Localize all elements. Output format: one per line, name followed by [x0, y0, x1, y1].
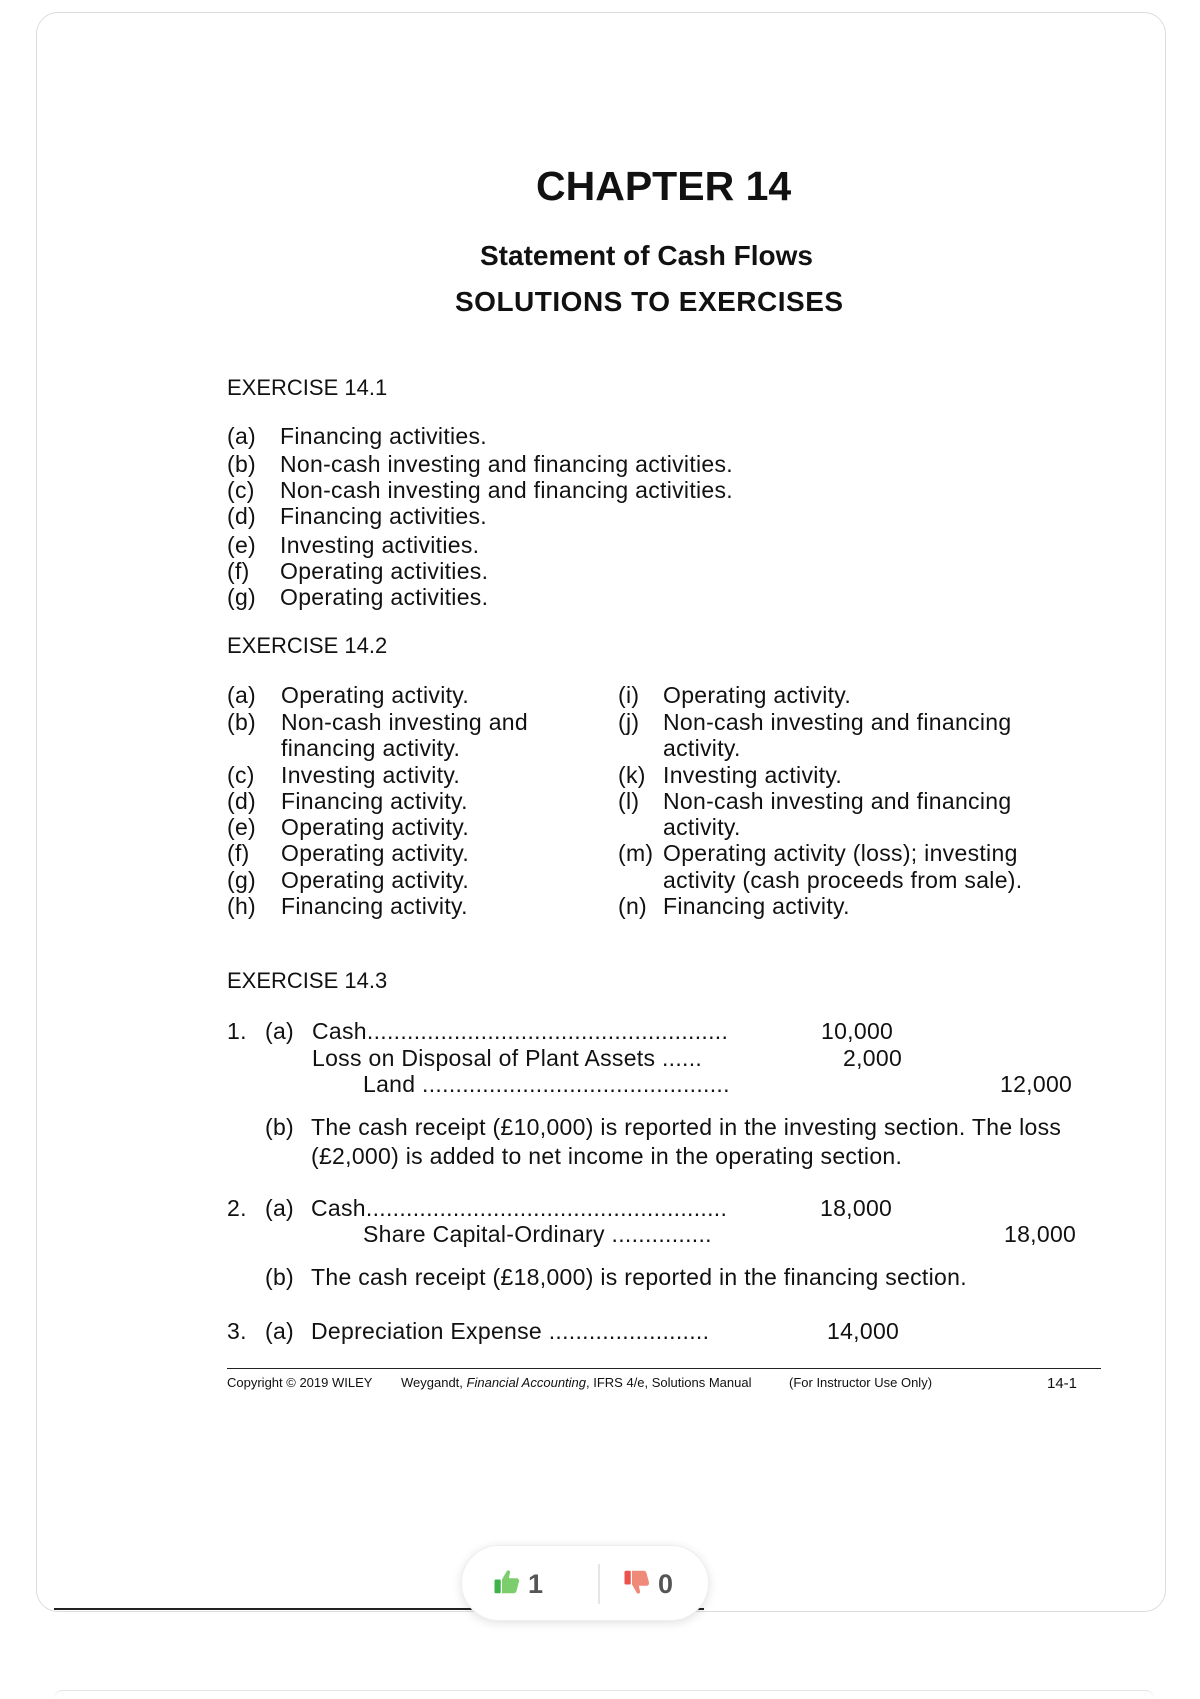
footer-citation: [401, 1375, 752, 1390]
list-item-label: (k): [618, 762, 646, 788]
list-item-text: Operating activity.: [281, 867, 470, 893]
account-name: Cash......................................................: [311, 1195, 728, 1221]
list-item-label: (j): [618, 709, 640, 735]
footer-divider: [227, 1368, 1101, 1369]
list-item-text: activity.: [663, 814, 741, 840]
list-item-label: (g): [227, 867, 257, 893]
problem-number: 1.: [227, 1018, 247, 1044]
list-item-label: (g): [227, 584, 257, 610]
list-item-label: (b): [227, 709, 257, 735]
list-item-label: (f): [227, 558, 250, 584]
list-item-text: Investing activities.: [280, 532, 480, 558]
thumbs-up-icon: [492, 1567, 522, 1602]
list-item-text: Non-cash investing and financing activities.: [280, 451, 733, 477]
credit-amount: 12,000: [1000, 1071, 1073, 1097]
list-item-text: activity.: [663, 735, 741, 761]
downvote-button[interactable]: [622, 1546, 673, 1622]
vote-divider: [598, 1564, 600, 1604]
list-item-text: Non-cash investing and financing activities.: [280, 477, 733, 503]
list-item-label: (h): [227, 893, 257, 919]
part-label: (a): [265, 1318, 295, 1344]
thumbs-down-icon: [622, 1567, 652, 1602]
list-item-text: Non-cash investing and: [281, 709, 528, 735]
part-label: (b): [265, 1114, 295, 1140]
list-item-label: (c): [227, 762, 255, 788]
list-item-text: Operating activity.: [281, 840, 470, 866]
list-item-text: Non-cash investing and financing: [663, 788, 1012, 814]
account-name: Loss on Disposal of Plant Assets ......: [312, 1045, 703, 1071]
chapter-subtitle: Statement of Cash Flows: [480, 240, 813, 271]
part-label: (a): [265, 1195, 295, 1221]
list-item-text: Operating activity.: [281, 682, 470, 708]
list-item-text: Financing activity.: [663, 893, 850, 919]
footer-usage-note: (For Instructor Use Only): [789, 1375, 933, 1390]
list-item-label: (l): [618, 788, 640, 814]
list-item-text: Financing activities.: [280, 503, 487, 529]
list-item-text: Investing activity.: [281, 762, 461, 788]
list-item-text: Financing activity.: [281, 893, 468, 919]
list-item-text: Operating activity (loss); investing: [663, 840, 1018, 866]
explanation-line: The cash receipt (£18,000) is reported in the financing section.: [311, 1264, 967, 1290]
footer-copyright: Copyright © 2019 WILEY: [227, 1375, 373, 1390]
debit-amount: 2,000: [843, 1045, 903, 1071]
account-name: Cash......................................................: [312, 1018, 729, 1044]
upvote-button[interactable]: [492, 1546, 543, 1622]
list-item-label: (e): [227, 532, 257, 558]
list-item-text: Non-cash investing and financing: [663, 709, 1012, 735]
chapter-title: CHAPTER 14: [536, 163, 792, 209]
account-name: Share Capital-Ordinary ...............: [363, 1221, 712, 1247]
list-item-text: Operating activity.: [663, 682, 852, 708]
explanation-line: The cash receipt (£10,000) is reported in the investing section. The loss: [311, 1114, 1062, 1140]
footer-edition: , IFRS 4/e, Solutions Manual: [586, 1375, 752, 1390]
account-name: Land ..............................................: [363, 1071, 730, 1097]
footer-book-title: Financial Accounting: [466, 1375, 587, 1390]
problem-number: 3.: [227, 1318, 247, 1344]
list-item-label: (e): [227, 814, 257, 840]
list-item-label: (b): [227, 451, 257, 477]
list-item-label: (n): [618, 893, 648, 919]
vote-pill: [461, 1545, 709, 1621]
list-item-text: Operating activities.: [280, 584, 489, 610]
downvote-count: 0: [658, 1568, 674, 1599]
list-item-label: (m): [618, 840, 654, 866]
list-item-text: Operating activities.: [280, 558, 489, 584]
debit-amount: 10,000: [821, 1018, 894, 1044]
section-heading: SOLUTIONS TO EXERCISES: [455, 286, 844, 317]
account-name: Depreciation Expense ........................: [311, 1318, 710, 1344]
exercise-14-2-heading: EXERCISE 14.2: [227, 633, 388, 658]
list-item-label: (d): [227, 788, 257, 814]
debit-amount: 14,000: [827, 1318, 900, 1344]
credit-amount: 18,000: [1004, 1221, 1077, 1247]
debit-amount: 18,000: [820, 1195, 893, 1221]
list-item-text: Operating activity.: [281, 814, 470, 840]
list-item-label: (i): [618, 682, 640, 708]
explanation-line: (£2,000) is added to net income in the operating section.: [311, 1143, 903, 1169]
list-item-label: (d): [227, 503, 257, 529]
list-item-text: Financing activities.: [280, 423, 487, 449]
list-item-label: (a): [227, 423, 257, 449]
page-number: 14-1: [1047, 1375, 1078, 1392]
part-label: (b): [265, 1264, 295, 1290]
upvote-count: 1: [528, 1568, 544, 1599]
part-label: (a): [265, 1018, 295, 1044]
exercise-14-3-heading: EXERCISE 14.3: [227, 968, 388, 993]
list-item-label: (f): [227, 840, 250, 866]
list-item-text: Investing activity.: [663, 762, 843, 788]
list-item-text: financing activity.: [281, 735, 461, 761]
list-item-label: (a): [227, 682, 257, 708]
list-item-text: Financing activity.: [281, 788, 468, 814]
exercise-14-1-heading: EXERCISE 14.1: [227, 375, 388, 400]
list-item-text: activity (cash proceeds from sale).: [663, 867, 1023, 893]
footer-author: Weygandt,: [401, 1375, 467, 1390]
problem-number: 2.: [227, 1195, 247, 1221]
list-item-label: (c): [227, 477, 255, 503]
